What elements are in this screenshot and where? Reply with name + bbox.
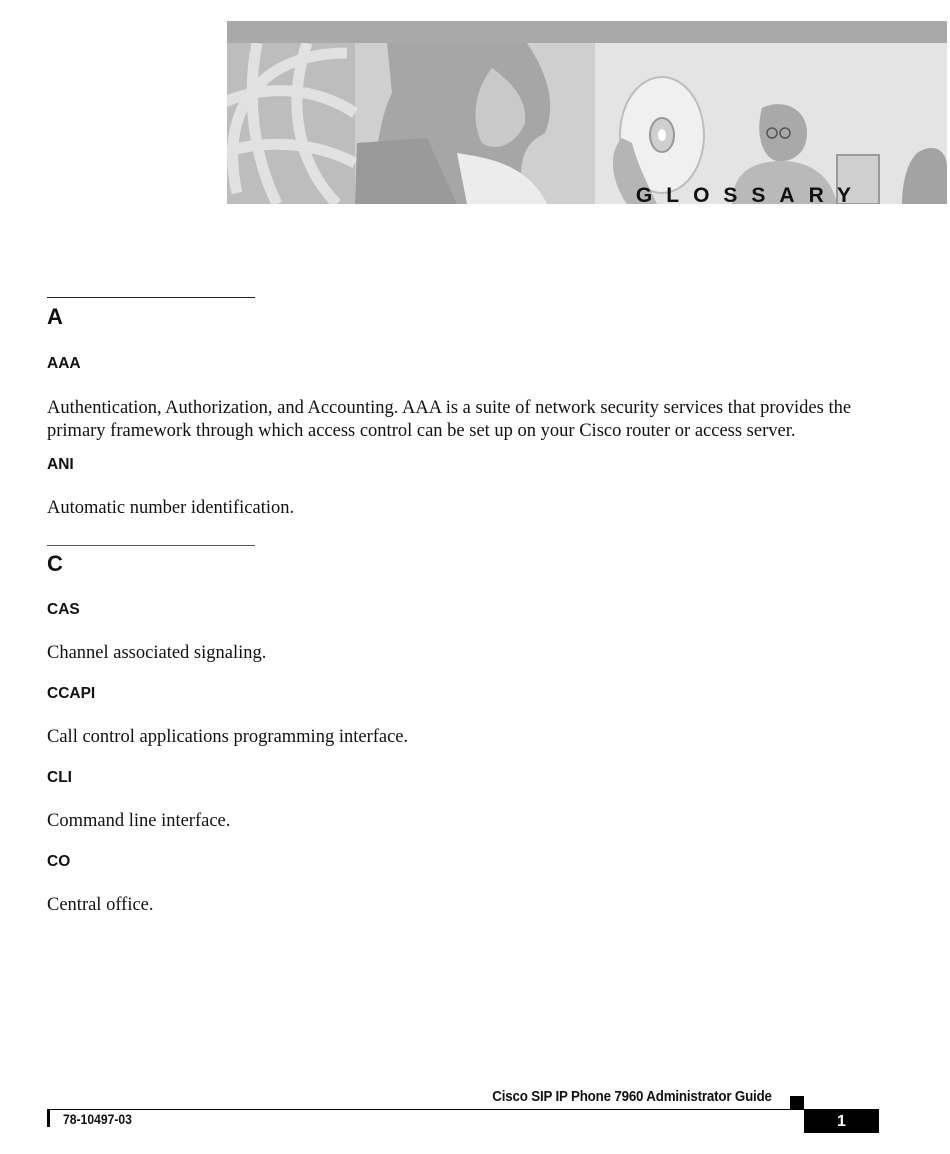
footer-left-bar [47,1109,50,1127]
definition-cli: Command line interface. [47,811,231,831]
definition-ccapi: Call control applications programming interface. [47,727,409,747]
definition-cas: Channel associated signaling. [47,643,267,663]
term-ccapi: CCAPI [47,685,96,702]
definition-aaa: Authentication, Authorization, and Accounting. AAA is a suite of network security services that provides the primary framework through which access control can be set up on your Cisco router or access server. [47,398,852,441]
footer-marker [790,1096,804,1109]
term-aaa: AAA [47,355,81,372]
glossary-content [47,297,867,917]
definition-ani: Automatic number identification. [47,498,295,518]
footer-rule [47,1109,804,1110]
term-ani: ANI [47,456,74,473]
chapter-banner [227,21,947,204]
term-co: CO [47,853,71,870]
footer-doc-number: 78-10497-03 [63,1112,132,1127]
page-number: 1 [804,1109,879,1133]
term-cas: CAS [47,601,80,618]
section-letter-a: A [47,304,63,329]
banner-illustration [227,43,947,204]
term-cli: CLI [47,769,72,786]
definition-co: Central office. [47,895,154,915]
footer-guide-title: Cisco SIP IP Phone 7960 Administrator Guide [492,1089,772,1105]
section-divider [47,297,255,298]
section-letter-c: C [47,551,63,576]
chapter-title: GLOSSARY [635,184,865,204]
section-divider [47,545,255,546]
banner-top-bar [227,21,947,43]
